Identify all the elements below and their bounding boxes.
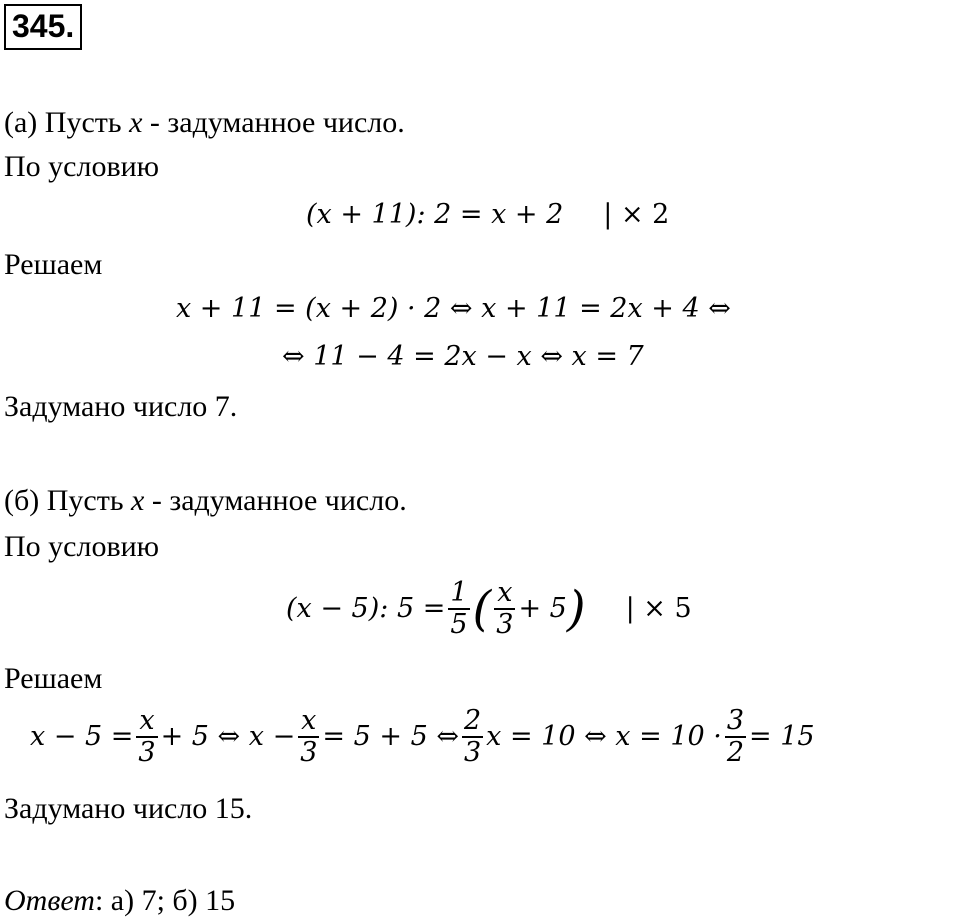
- part-b-solution-seg2: + 5 ⇔ x −: [160, 721, 296, 752]
- part-a-solution-line2: ⇔ 11 − 4 = 2x − x ⇔ x = 7: [282, 341, 644, 372]
- part-a-condition-label: По условию: [4, 150, 160, 183]
- fraction-denominator: 3: [300, 737, 318, 768]
- part-b-condition-label: По условию: [4, 530, 160, 563]
- part-b-conclusion: Задумано число 15.: [4, 792, 253, 825]
- part-a-conclusion: Задумано число 7.: [4, 390, 238, 423]
- part-b-intro-prefix: (б) Пусть: [4, 484, 132, 517]
- part-a-intro-prefix: (а) Пусть: [4, 106, 130, 139]
- fraction-denominator: 3: [496, 609, 514, 640]
- part-b-solution-seg5: = 15: [749, 721, 815, 752]
- fraction-denominator: 3: [463, 737, 482, 768]
- fraction-numerator: x: [139, 705, 155, 736]
- part-b-multiplier: | × 5: [625, 593, 692, 624]
- part-a-solve-label: Решаем: [4, 248, 103, 281]
- part-b-solve-label: Решаем: [4, 662, 103, 695]
- part-a-equation-row: [306, 198, 669, 232]
- fraction-denominator: 3: [138, 737, 156, 768]
- part-b-intro-suffix: - задуманное число.: [144, 484, 407, 517]
- part-b-solution-seg1: x − 5 =: [30, 721, 134, 752]
- part-b-solution-fraction-2: [298, 706, 319, 768]
- fraction-denominator: 5: [450, 609, 468, 640]
- part-b-solution-fraction-3: [462, 706, 483, 768]
- part-b-equation-row: [286, 578, 692, 640]
- part-b-variable: x: [131, 484, 145, 517]
- open-paren: (: [472, 581, 492, 637]
- fraction-numerator: 3: [726, 705, 745, 736]
- problem-number: 345.: [4, 4, 82, 50]
- part-a-variable: x: [129, 106, 143, 139]
- answer-text: : а) 7; б) 15: [94, 884, 236, 917]
- part-a-solution-line1: x + 11 = (x + 2) · 2 ⇔ x + 11 = 2x + 4 ⇔: [176, 293, 731, 324]
- part-b-intro: [4, 484, 407, 518]
- fraction-denominator: 2: [726, 737, 745, 768]
- part-b-solution-fraction-1: [136, 706, 157, 768]
- fraction-numerator: x: [497, 577, 513, 608]
- answer-label: Ответ: [4, 884, 95, 917]
- part-b-solution-seg4: x = 10 ⇔ x = 10 ·: [486, 721, 722, 752]
- part-b-fraction-x-third: [494, 578, 515, 640]
- part-b-solution-fraction-4: [725, 706, 746, 768]
- part-b-solution-seg3: = 5 + 5 ⇔: [322, 721, 459, 752]
- fraction-numerator: 2: [463, 705, 482, 736]
- part-a-intro-suffix: - задуманное число.: [142, 106, 405, 139]
- part-b-equation-lhs: (x − 5): 5 =: [286, 593, 446, 624]
- part-b-solution-row: [30, 706, 815, 768]
- close-paren: ): [566, 581, 586, 637]
- part-a-intro: [4, 106, 405, 140]
- part-b-inner-tail: + 5: [518, 593, 567, 624]
- part-a-multiplier: | × 2: [603, 199, 670, 230]
- fraction-numerator: x: [301, 705, 317, 736]
- part-b-fraction-one-fifth: [448, 578, 469, 640]
- part-a-equation: (x + 11): 2 = x + 2: [306, 199, 564, 230]
- fraction-numerator: 1: [450, 577, 468, 608]
- answer-line: [4, 884, 235, 918]
